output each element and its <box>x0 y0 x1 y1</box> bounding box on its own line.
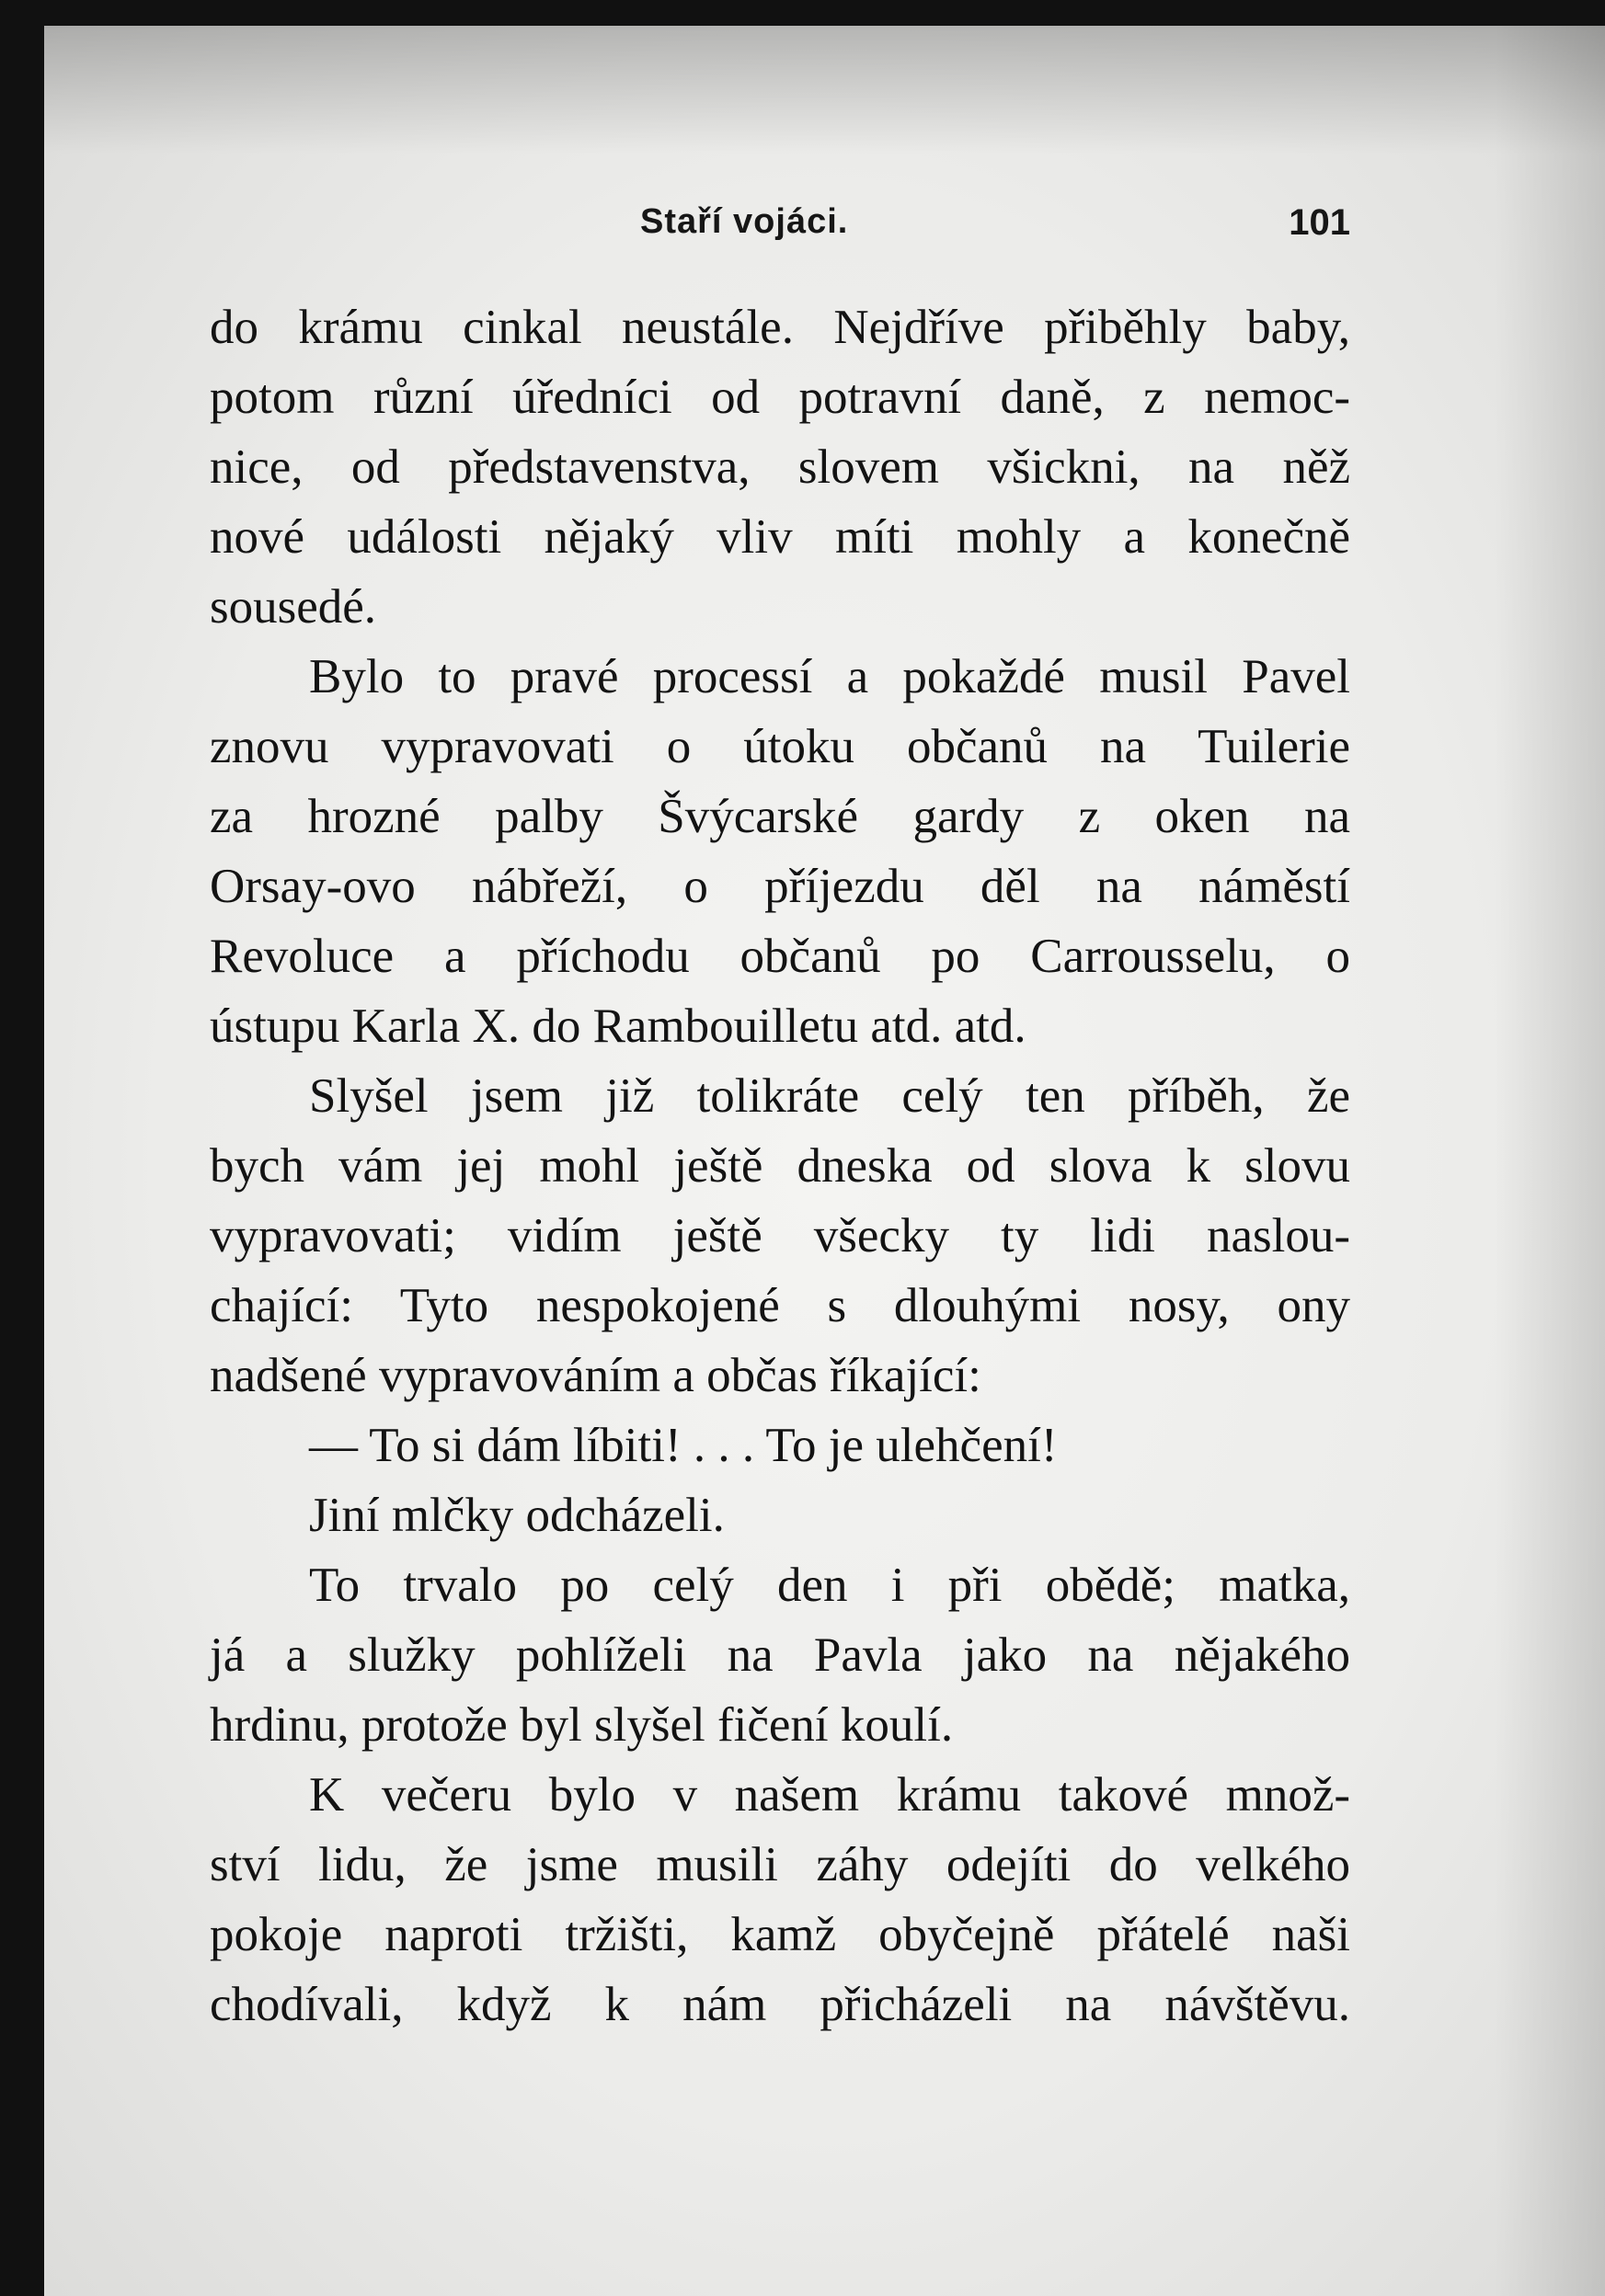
text-line: To trvalo po celý den i při obědě; matka, <box>309 1559 1350 1612</box>
text-line: Revoluce a příchodu občanů po Carrousselu, o <box>210 930 1350 983</box>
text-line: Orsay-ovo nábřeží, o příjezdu děl na náměstí <box>210 860 1350 913</box>
text-line: Jiní mlčky odcházeli. <box>309 1489 725 1542</box>
text-line: chající: Tyto nespokojené s dlouhými nosy, ony <box>210 1279 1350 1332</box>
text-line: — To si dám líbiti! . . . To je ulehčení! <box>309 1419 1058 1472</box>
text-line: ústupu Karla X. do Rambouilletu atd. atd. <box>210 1000 1026 1053</box>
text-line: Bylo to pravé processí a pokaždé musil Pavel <box>309 650 1350 703</box>
text-line: vypravovati; vidím ještě všecky ty lidi naslou- <box>210 1209 1350 1262</box>
text-line: bych vám jej mohl ještě dneska od slova k slovu <box>210 1139 1350 1193</box>
running-title: Staří vojáci. <box>640 202 849 241</box>
text-line: sousedé. <box>210 580 377 634</box>
text-line: ství lidu, že jsme musili záhy odejíti do velkého <box>210 1838 1350 1891</box>
page-number: 101 <box>1289 202 1350 243</box>
text-line: za hrozné palby Švýcarské gardy z oken na <box>210 790 1350 843</box>
text-line: do krámu cinkal neustále. Nejdříve přiběhly baby, <box>210 301 1350 354</box>
text-line: já a služky pohlíželi na Pavla jako na nějakého <box>210 1628 1350 1682</box>
page-header <box>210 191 1350 246</box>
text-line: hrdinu, protože byl slyšel fičení koulí. <box>210 1698 954 1752</box>
text-line: znovu vypravovati o útoku občanů na Tuilerie <box>210 720 1350 773</box>
text-line: chodívali, když k nám přicházeli na návštěvu. <box>210 1978 1350 2031</box>
text-line: potom různí úředníci od potravní daně, z nemoc- <box>210 371 1350 424</box>
body-text <box>210 292 1350 2039</box>
text-line: nadšené vypravováním a občas říkající: <box>210 1349 981 1402</box>
book-page <box>44 26 1605 2296</box>
text-line: K večeru bylo v našem krámu takové množ- <box>309 1768 1350 1822</box>
text-line: nice, od představenstva, slovem všickni, na něž <box>210 440 1350 494</box>
text-line: Slyšel jsem již tolikráte celý ten příběh, že <box>309 1069 1350 1123</box>
text-line: nové události nějaký vliv míti mohly a konečně <box>210 510 1350 564</box>
text-line: pokoje naproti tržišti, kamž obyčejně přátelé naši <box>210 1908 1350 1961</box>
